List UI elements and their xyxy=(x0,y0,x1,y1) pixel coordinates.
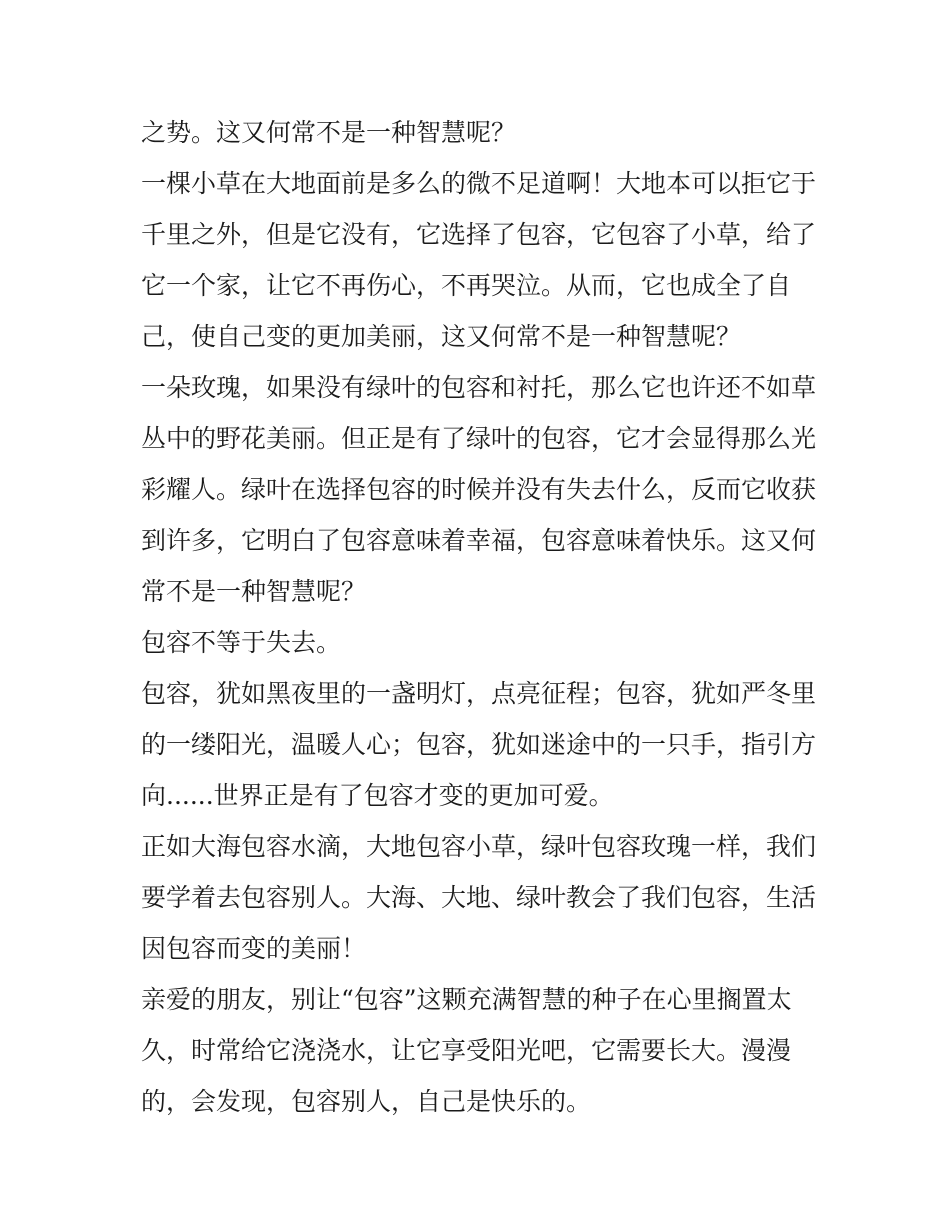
text-line: 的，会发现，包容别人，自己是快乐的。 xyxy=(141,1087,592,1116)
text-line: 常不是一种智慧呢？ xyxy=(141,577,367,606)
text-line: 的一缕阳光，温暖人心；包容，犹如迷途中的一只手，指引方 xyxy=(141,730,817,759)
text-line: 久，时常给它浇浇水，让它享受阳光吧，它需要长大。漫漫 xyxy=(141,1036,792,1065)
text-line: 到许多，它明白了包容意味着幸福，包容意味着快乐。这又何 xyxy=(141,526,817,555)
text-line: 正如大海包容水滴，大地包容小草，绿叶包容玫瑰一样，我们 xyxy=(141,832,817,861)
text-line: 向......世界正是有了包容才变的更加可爱。 xyxy=(141,781,614,810)
text-line: 彩耀人。绿叶在选择包容的时候并没有失去什么，反而它收获 xyxy=(141,475,817,504)
text-line: 一朵玫瑰，如果没有绿叶的包容和衬托，那么它也许还不如草 xyxy=(141,373,817,402)
text-line: 丛中的野花美丽。但正是有了绿叶的包容，它才会显得那么光 xyxy=(141,424,817,453)
text-line: 要学着去包容别人。大海、大地、绿叶教会了我们包容，生活 xyxy=(141,883,817,912)
essay-text xyxy=(141,107,821,1127)
text-line: 一棵小草在大地面前是多么的微不足道啊！大地本可以拒它于 xyxy=(141,169,817,198)
text-line: 包容不等于失去。 xyxy=(141,628,342,657)
text-line: 己，使自己变的更加美丽，这又何常不是一种智慧呢？ xyxy=(141,322,742,351)
text-line: 它一个家，让它不再伤心，不再哭泣。从而，它也成全了自 xyxy=(141,271,792,300)
text-line: 之势。这又何常不是一种智慧呢？ xyxy=(141,118,517,147)
text-line: 因包容而变的美丽！ xyxy=(141,934,367,963)
text-line: 亲爱的朋友，别让“包容”这颗充满智慧的种子在心里搁置太 xyxy=(141,985,792,1014)
text-line: 千里之外，但是它没有，它选择了包容，它包容了小草，给了 xyxy=(141,220,817,249)
text-line: 包容，犹如黑夜里的一盏明灯，点亮征程；包容，犹如严冬里 xyxy=(141,679,817,708)
